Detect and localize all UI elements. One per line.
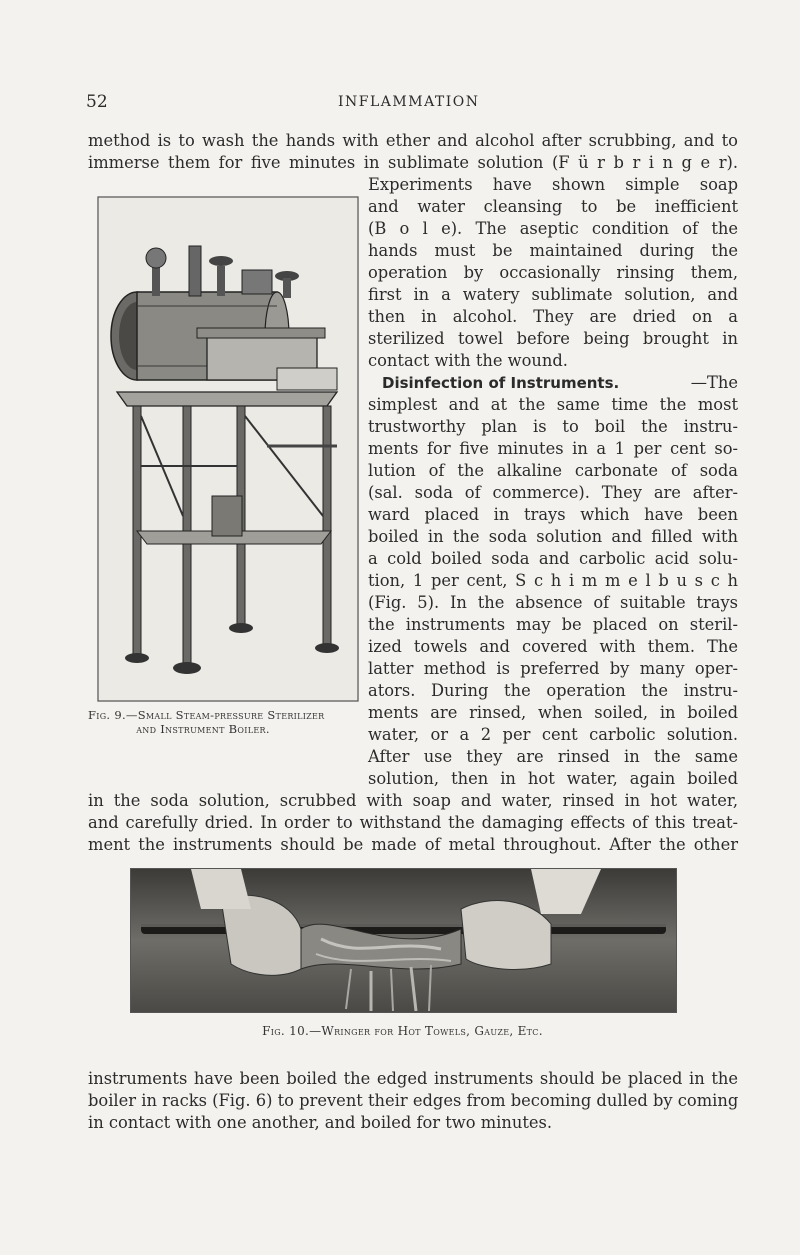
text-line: ators. During the operation the instru- [368,681,738,700]
text-line: trustworthy plan is to boil the instru- [368,417,738,436]
text-line: in the soda solution, scrubbed with soap and water, rinsed in hot water, [88,791,738,810]
section-heading-line [382,372,738,394]
text-line: tion, 1 per cent, S c h i m m e l b u s c h [368,571,738,590]
text-line: contact with the wound. [368,351,568,370]
text-line: and carefully dried. In order to withstand the damaging effects of this treat- [88,813,738,832]
text-line: a cold boiled soda and carbolic acid solu- [368,549,738,568]
text-line: in contact with one another, and boiled for two minutes. [88,1113,553,1132]
page-number: 52 [86,92,108,112]
figure-10-caption [130,1024,675,1038]
text-line: ward placed in trays which have been [368,505,738,524]
caption-line: and Instrument Boiler. [136,722,270,736]
text-line: (sal. soda of commerce). They are after- [368,483,738,502]
text-line: ments for five minutes in a 1 per cent so- [368,439,738,458]
text-line: ments are rinsed, when soiled, in boiled [368,703,738,722]
figure-10-wringer-photograph [130,868,677,1013]
sterilizer-drawing [97,196,359,702]
section-heading: Disinfection of Instruments. [382,374,620,392]
text-line: lution of the alkaline carbonate of soda [368,461,738,480]
text-line: then in alcohol. They are dried on a [368,307,738,326]
text-line: and water cleansing to be inefficient [368,197,738,216]
text-line: After use they are rinsed in the same [368,747,738,766]
text-line: latter method is preferred by many oper- [368,659,738,678]
text-line: operation by occasionally rinsing them, [368,263,738,282]
wringer-photo [131,869,676,1012]
text-line: instruments have been boiled the edged instruments should be placed in the [88,1069,738,1088]
text-line: the instruments may be placed on steril- [368,615,738,634]
figure-9-caption [88,708,356,736]
caption-text: Fig. 10.—Wringer for Hot Towels, Gauze, Etc. [262,1024,543,1038]
text-fragment: —The [690,373,738,392]
text-line: boiler in racks (Fig. 6) to prevent their edges from becoming dulled by coming [88,1091,739,1110]
text-line: solution, then in hot water, again boiled [368,769,738,788]
running-title: INFLAMMATION [338,94,480,110]
text-line: Experiments have shown simple soap [368,175,738,194]
text-line: immerse them for five minutes in sublimate solution (F ü r b r i n g e r). [88,153,738,172]
text-line: first in a watery sublimate solution, and [368,285,738,304]
text-line: boiled in the soda solution and filled with [368,527,738,546]
text-line: ment the instruments should be made of metal throughout. After the other [88,835,738,854]
text-line: sterilized towel before being brought in [368,329,738,348]
text-line: water, or a 2 per cent carbolic solution. [368,725,738,744]
text-line: ized towels and covered with them. The [368,637,738,656]
figure-9-sterilizer-illustration [97,196,359,702]
text-line: (Fig. 5). In the absence of suitable trays [368,593,738,612]
text-line: method is to wash the hands with ether and alcohol after scrubbing, and to [88,131,738,150]
page-header [0,92,800,114]
caption-line: Fig. 9.—Small Steam-pressure Sterilizer [88,708,325,722]
text-line: hands must be maintained during the [368,241,738,260]
text-line: simplest and at the same time the most [368,395,738,414]
text-line: (B o l e). The aseptic condition of the [368,219,738,238]
